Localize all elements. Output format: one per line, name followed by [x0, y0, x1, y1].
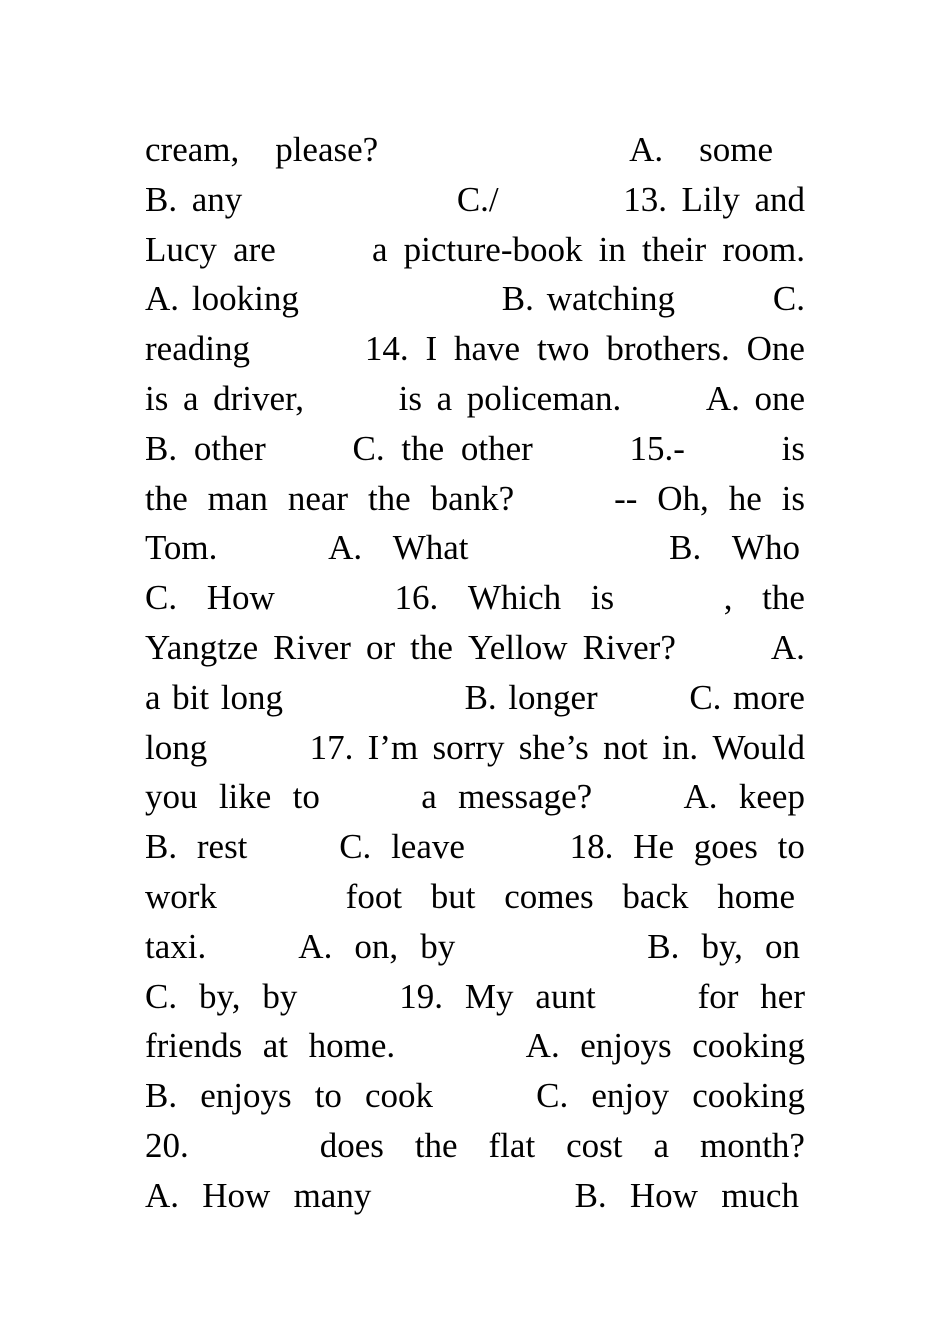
text-line — [145, 673, 805, 723]
word: a — [653, 1125, 670, 1165]
word: back — [622, 876, 689, 916]
word: C. — [145, 976, 178, 1016]
word: have — [453, 329, 521, 369]
text-line — [145, 225, 805, 275]
word: is — [590, 578, 615, 618]
word: taxi. — [145, 926, 207, 966]
word: B. — [145, 428, 178, 468]
word: What — [392, 528, 469, 568]
word: on, — [354, 926, 399, 966]
word: long — [145, 727, 208, 767]
word: How — [629, 1175, 698, 1215]
word: Yangtze — [145, 627, 259, 667]
word: C./ — [456, 179, 499, 219]
word: a — [421, 777, 437, 817]
word: 16. — [394, 578, 439, 618]
word: B. — [574, 1175, 607, 1215]
word: in — [598, 229, 626, 269]
word: the — [414, 1125, 458, 1165]
word: looking — [191, 279, 299, 319]
word: A. — [770, 627, 805, 667]
word: rest — [196, 827, 248, 867]
word: to — [777, 827, 805, 867]
word: A. — [328, 528, 363, 568]
word: C. — [145, 578, 178, 618]
word: man — [207, 478, 268, 518]
word: longer — [508, 677, 598, 717]
word: 13. — [623, 179, 667, 219]
word: A. — [145, 1175, 180, 1215]
word: C. — [536, 1076, 569, 1116]
word: Which — [467, 578, 562, 618]
text-line — [145, 424, 805, 474]
word: B. — [647, 926, 680, 966]
word: does — [319, 1125, 384, 1165]
word: a — [436, 378, 453, 418]
word: her — [760, 976, 805, 1016]
word: A. — [145, 279, 180, 319]
word: A. — [629, 130, 664, 169]
word: their — [642, 229, 707, 269]
word: 20. — [145, 1125, 189, 1165]
word: B. — [145, 179, 178, 219]
word: message? — [458, 777, 593, 817]
word: long — [220, 677, 283, 717]
word: Lucy — [145, 229, 217, 269]
word: policeman. — [466, 378, 622, 418]
word: one — [754, 378, 805, 418]
word: -- — [614, 478, 638, 518]
word: goes — [693, 827, 758, 867]
word: B. — [145, 827, 178, 867]
word: a — [145, 677, 161, 717]
word: picture-book — [403, 229, 583, 269]
word: a — [371, 229, 388, 269]
text-line — [145, 872, 805, 922]
word: is — [145, 378, 169, 418]
text-line — [145, 1071, 805, 1121]
word: work — [145, 876, 217, 916]
word: or — [365, 627, 396, 667]
word: I’m — [367, 727, 419, 767]
word: in. — [662, 727, 699, 767]
word: two — [536, 329, 590, 369]
word: cooking — [692, 1076, 805, 1116]
word: is — [781, 478, 805, 518]
word: Oh, — [657, 478, 709, 518]
word: foot — [345, 876, 403, 916]
word: comes — [504, 876, 594, 916]
word: by — [262, 976, 298, 1016]
word: much — [721, 1175, 799, 1215]
text-line — [145, 723, 805, 773]
word: driver, — [213, 378, 305, 418]
text-line — [145, 573, 805, 623]
word: River? — [582, 627, 676, 667]
word: One — [746, 329, 805, 369]
word: B. — [464, 677, 497, 717]
word: for — [697, 976, 739, 1016]
word: a — [182, 378, 199, 418]
word: I — [425, 329, 438, 369]
word: flat — [488, 1125, 536, 1165]
word: River — [273, 627, 351, 667]
word: 14. — [364, 329, 409, 369]
word: Would — [712, 727, 805, 767]
word: 18. — [569, 827, 614, 867]
word: the — [410, 627, 453, 667]
word: home. — [308, 1026, 396, 1066]
text-line — [145, 623, 805, 673]
text-line — [145, 1121, 805, 1171]
word: home — [717, 876, 795, 916]
word: near — [287, 478, 349, 518]
word: cost — [566, 1125, 623, 1165]
word: 15.- — [629, 428, 685, 468]
word: C. — [772, 279, 805, 319]
word: enjoy — [591, 1076, 670, 1116]
word: other — [460, 428, 533, 468]
text-line — [145, 972, 805, 1022]
word: C. — [339, 827, 372, 867]
word: B. — [145, 1076, 178, 1116]
word: bit — [172, 677, 210, 717]
word: How — [202, 1175, 271, 1215]
word: on — [764, 926, 800, 966]
word: he — [728, 478, 762, 518]
word: A. — [298, 926, 333, 966]
text-line — [145, 523, 805, 573]
word: 17. — [309, 727, 354, 767]
word: B. — [669, 528, 702, 568]
word: leave — [391, 827, 465, 867]
word: by, — [701, 926, 743, 966]
text-line — [145, 175, 805, 225]
word: by, — [199, 976, 241, 1016]
word: He — [633, 827, 674, 867]
word: the — [367, 478, 411, 518]
word: friends — [145, 1026, 243, 1066]
word: 19. — [399, 976, 444, 1016]
word: any — [191, 179, 243, 219]
word: month? — [699, 1125, 805, 1165]
word: please? — [275, 130, 379, 169]
word: not — [603, 727, 648, 767]
word: is — [781, 428, 805, 468]
text-line — [145, 374, 805, 424]
word: Lily — [681, 179, 740, 219]
word: she’s — [518, 727, 589, 767]
word: at — [262, 1026, 289, 1066]
word: Who — [731, 528, 800, 568]
text-line — [145, 324, 805, 374]
text-line — [145, 1171, 805, 1221]
word: Tom. — [145, 528, 218, 568]
word: C. — [689, 677, 722, 717]
word: Yellow — [467, 627, 568, 667]
word: A. — [705, 378, 740, 418]
word: room. — [722, 229, 805, 269]
word: B. — [501, 279, 534, 319]
word: the — [762, 578, 805, 618]
word: is — [398, 378, 422, 418]
word: brothers. — [606, 329, 730, 369]
word: to — [314, 1076, 342, 1116]
exercise-text — [145, 125, 805, 1221]
word: other — [193, 428, 266, 468]
word: watching — [546, 279, 676, 319]
word: many — [293, 1175, 372, 1215]
word: cream, — [145, 130, 240, 169]
word: bank? — [430, 478, 515, 518]
word: cooking — [692, 1026, 805, 1066]
word: more — [733, 677, 805, 717]
text-line — [145, 274, 805, 324]
word: enjoys — [580, 1026, 672, 1066]
word: by — [420, 926, 456, 966]
word: A. — [683, 777, 718, 817]
word: the — [401, 428, 445, 468]
word: enjoys — [200, 1076, 292, 1116]
word: , — [723, 578, 733, 618]
word: How — [206, 578, 275, 618]
word: cook — [365, 1076, 434, 1116]
text-line — [145, 922, 805, 972]
word: A. — [525, 1026, 560, 1066]
word: aunt — [535, 976, 596, 1016]
word: are — [233, 229, 276, 269]
word: but — [430, 876, 476, 916]
word: to — [292, 777, 320, 817]
text-line — [145, 125, 805, 175]
word: like — [218, 777, 272, 817]
word: some — [699, 130, 773, 169]
text-line — [145, 822, 805, 872]
word: you — [145, 777, 198, 817]
word: the — [145, 478, 188, 518]
text-line — [145, 772, 805, 822]
word: sorry — [432, 727, 505, 767]
word: C. — [352, 428, 385, 468]
word: and — [754, 179, 805, 219]
text-line — [145, 474, 805, 524]
text-line — [145, 1021, 805, 1071]
word: reading — [145, 329, 250, 369]
word: My — [464, 976, 514, 1016]
word: keep — [738, 777, 805, 817]
